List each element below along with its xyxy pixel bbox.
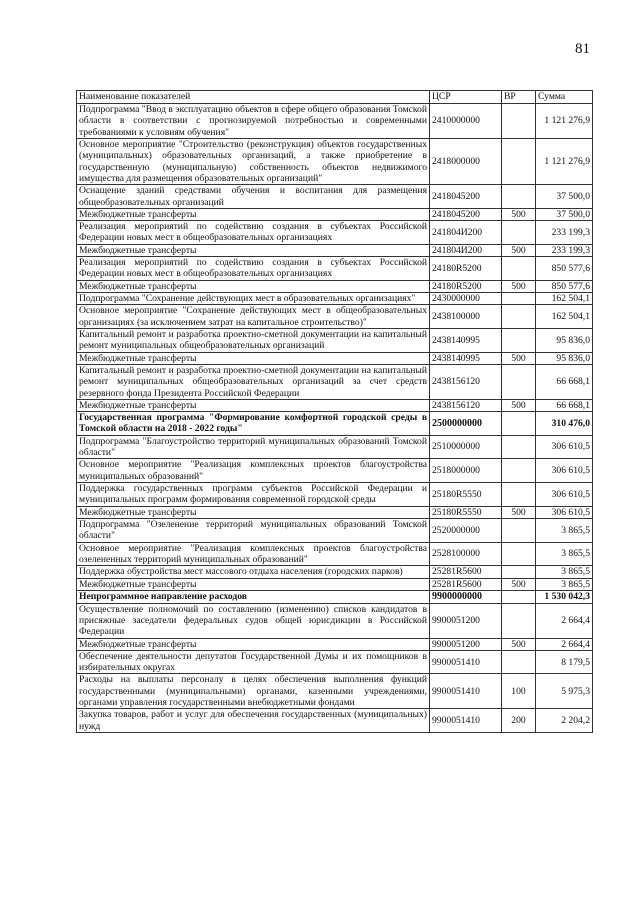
row-code: 25281R5600 bbox=[430, 566, 502, 578]
row-vr bbox=[502, 603, 536, 638]
row-sum: 3 865,5 bbox=[536, 578, 593, 590]
row-sum: 233 199,3 bbox=[536, 244, 593, 256]
row-sum: 2 664,4 bbox=[536, 638, 593, 650]
page-number: 81 bbox=[575, 41, 590, 57]
table-row bbox=[77, 328, 593, 352]
row-code: 24180R5200 bbox=[430, 280, 502, 292]
row-name: Оснащение зданий средствами обучения и воспитания для размещения общеобразовательных организаций bbox=[77, 185, 430, 209]
row-sum: 66 668,1 bbox=[536, 364, 593, 399]
row-code: 9900051200 bbox=[430, 603, 502, 638]
row-code: 25180R5550 bbox=[430, 506, 502, 518]
row-sum: 37 500,0 bbox=[536, 208, 593, 220]
row-name: Поддержка государственных программ субъектов Российской Федерации и муниципальных программ формирования современной городской среды bbox=[77, 483, 430, 507]
table-row bbox=[77, 542, 593, 566]
row-vr: 500 bbox=[502, 578, 536, 590]
row-code: 2518000000 bbox=[430, 459, 502, 483]
row-name: Основное мероприятие "Реализация комплексных проектов благоустройства озелененных территорий муниципальных образований" bbox=[77, 542, 430, 566]
row-name: Реализация мероприятий по содействию создания в субъектах Российской Федерации новых мест в общеобразовательных организациях bbox=[77, 221, 430, 245]
row-vr bbox=[502, 435, 536, 459]
row-vr bbox=[502, 185, 536, 209]
row-name: Межбюджетные трансферты bbox=[77, 638, 430, 650]
row-name: Межбюджетные трансферты bbox=[77, 352, 430, 364]
header-sum: Сумма bbox=[536, 91, 593, 104]
row-vr: 500 bbox=[502, 244, 536, 256]
row-sum: 3 865,5 bbox=[536, 542, 593, 566]
table-row bbox=[77, 603, 593, 638]
table-row bbox=[77, 221, 593, 245]
table-row bbox=[77, 506, 593, 518]
row-vr bbox=[502, 221, 536, 245]
row-name: Подпрограмма "Озеленение территорий муниципальных образований Томской области" bbox=[77, 518, 430, 542]
row-vr bbox=[502, 138, 536, 184]
row-code: 2500000000 bbox=[430, 412, 502, 436]
row-code: 2418045200 bbox=[430, 208, 502, 220]
row-sum: 1 121 276,9 bbox=[536, 104, 593, 139]
row-vr: 500 bbox=[502, 352, 536, 364]
row-sum: 3 865,5 bbox=[536, 518, 593, 542]
table-row bbox=[77, 674, 593, 709]
row-vr: 500 bbox=[502, 280, 536, 292]
row-sum: 233 199,3 bbox=[536, 221, 593, 245]
row-name: Подпрограмма "Сохранение действующих мест в образовательных организациях" bbox=[77, 293, 430, 305]
row-code: 2520000000 bbox=[430, 518, 502, 542]
row-code: 2528100000 bbox=[430, 542, 502, 566]
table-row bbox=[77, 518, 593, 542]
row-code: 25281R5600 bbox=[430, 578, 502, 590]
header-name: Наименование показателей bbox=[77, 91, 430, 104]
row-code: 24180R5200 bbox=[430, 257, 502, 281]
table-row bbox=[77, 257, 593, 281]
row-name: Подпрограмма "Ввод в эксплуатацию объектов в сфере общего образования Томской области в соответствии с прогнозируемой потребностью и современными требованиями к условиям обучения" bbox=[77, 104, 430, 139]
row-code: 2438100000 bbox=[430, 305, 502, 329]
row-name: Межбюджетные трансферты bbox=[77, 244, 430, 256]
row-name: Межбюджетные трансферты bbox=[77, 280, 430, 292]
row-code: 9900051410 bbox=[430, 650, 502, 674]
table-row bbox=[77, 185, 593, 209]
table-row bbox=[77, 412, 593, 436]
table-row bbox=[77, 352, 593, 364]
row-vr: 200 bbox=[502, 709, 536, 733]
row-sum: 66 668,1 bbox=[536, 399, 593, 411]
row-name: Капитальный ремонт и разработка проектно-сметной документации на капитальный ремонт муниципальных общеобразовательных организаций за счет средств резервного фонда Президента Российской Федерации bbox=[77, 364, 430, 399]
row-sum: 310 476,0 bbox=[536, 412, 593, 436]
row-vr bbox=[502, 483, 536, 507]
row-name: Поддержка обустройства мест массового отдыха населения (городских парков) bbox=[77, 566, 430, 578]
row-sum: 162 504,1 bbox=[536, 293, 593, 305]
row-vr: 500 bbox=[502, 638, 536, 650]
row-name: Государственная программа "Формирование комфортной городской среды в Томской области на 2018 - 2022 годы" bbox=[77, 412, 430, 436]
row-vr bbox=[502, 590, 536, 603]
row-sum: 306 610,5 bbox=[536, 483, 593, 507]
table-row bbox=[77, 364, 593, 399]
table-row bbox=[77, 305, 593, 329]
row-code: 2430000000 bbox=[430, 293, 502, 305]
row-sum: 850 577,6 bbox=[536, 280, 593, 292]
row-sum: 306 610,5 bbox=[536, 435, 593, 459]
row-vr bbox=[502, 364, 536, 399]
row-name: Основное мероприятие "Строительство (реконструкция) объектов государственных (муниципальных) образовательных организаций, а также приобретение в государственную (муниципальную) собственность объектов недвижимого имущества для размещения образовательных организаций" bbox=[77, 138, 430, 184]
table-row bbox=[77, 293, 593, 305]
header-code: ЦСР bbox=[430, 91, 502, 104]
row-code: 25180R5550 bbox=[430, 483, 502, 507]
row-code: 2418000000 bbox=[430, 138, 502, 184]
table-row bbox=[77, 280, 593, 292]
row-sum: 1 121 276,9 bbox=[536, 138, 593, 184]
table-row bbox=[77, 208, 593, 220]
row-vr: 500 bbox=[502, 208, 536, 220]
row-code: 9900051410 bbox=[430, 674, 502, 709]
table-header-row bbox=[77, 91, 593, 104]
row-code: 2438140995 bbox=[430, 352, 502, 364]
row-sum: 850 577,6 bbox=[536, 257, 593, 281]
row-name: Обеспечение деятельности депутатов Государственной Думы и их помощников в избирательных округах bbox=[77, 650, 430, 674]
row-sum: 95 836,0 bbox=[536, 352, 593, 364]
table-row bbox=[77, 244, 593, 256]
row-name: Расходы на выплаты персоналу в целях обеспечения выполнения функций государственными (муниципальными) органами, казенными учреждениями, органами управления государственными внебюджетными фондами bbox=[77, 674, 430, 709]
row-sum: 1 530 042,3 bbox=[536, 590, 593, 603]
row-name: Межбюджетные трансферты bbox=[77, 208, 430, 220]
row-code: 9900051410 bbox=[430, 709, 502, 733]
row-code: 2510000000 bbox=[430, 435, 502, 459]
header-vr: ВР bbox=[502, 91, 536, 104]
row-vr: 500 bbox=[502, 506, 536, 518]
row-code: 2438140995 bbox=[430, 328, 502, 352]
row-sum: 2 664,4 bbox=[536, 603, 593, 638]
row-vr bbox=[502, 412, 536, 436]
row-name: Межбюджетные трансферты bbox=[77, 399, 430, 411]
row-code: 241804И200 bbox=[430, 244, 502, 256]
table-row bbox=[77, 138, 593, 184]
row-vr bbox=[502, 459, 536, 483]
row-vr bbox=[502, 518, 536, 542]
row-name: Осуществление полномочий по составлению (изменению) списков кандидатов в присяжные заседатели федеральных судов общей юрисдикции в Российской Федерации bbox=[77, 603, 430, 638]
table-row bbox=[77, 590, 593, 603]
row-vr: 500 bbox=[502, 399, 536, 411]
table-row bbox=[77, 578, 593, 590]
row-code: 2418045200 bbox=[430, 185, 502, 209]
row-sum: 306 610,5 bbox=[536, 506, 593, 518]
row-name: Межбюджетные трансферты bbox=[77, 506, 430, 518]
row-code: 2438156120 bbox=[430, 364, 502, 399]
row-code: 241804И200 bbox=[430, 221, 502, 245]
row-code: 2410000000 bbox=[430, 104, 502, 139]
table-row bbox=[77, 650, 593, 674]
row-code: 2438156120 bbox=[430, 399, 502, 411]
row-vr bbox=[502, 566, 536, 578]
row-vr bbox=[502, 305, 536, 329]
row-sum: 5 975,3 bbox=[536, 674, 593, 709]
row-sum: 3 865,5 bbox=[536, 566, 593, 578]
row-name: Подпрограмма "Благоустройство территорий муниципальных образований Томской области" bbox=[77, 435, 430, 459]
row-sum: 306 610,5 bbox=[536, 459, 593, 483]
table-row bbox=[77, 709, 593, 733]
row-code: 9900051200 bbox=[430, 638, 502, 650]
row-sum: 8 179,5 bbox=[536, 650, 593, 674]
row-vr bbox=[502, 257, 536, 281]
row-name: Закупка товаров, работ и услуг для обеспечения государственных (муниципальных) нужд bbox=[77, 709, 430, 733]
row-name: Капитальный ремонт и разработка проектно-сметной документации на капитальный ремонт муниципальных общеобразовательных организаций bbox=[77, 328, 430, 352]
row-vr bbox=[502, 293, 536, 305]
row-name: Реализация мероприятий по содействию создания в субъектах Российской Федерации новых мест в общеобразовательных организациях bbox=[77, 257, 430, 281]
row-vr bbox=[502, 650, 536, 674]
row-vr bbox=[502, 328, 536, 352]
row-vr bbox=[502, 542, 536, 566]
row-name: Основное мероприятие "Сохранение действующих мест в общеобразовательных организациях (за исключением затрат на капитальное строительство)" bbox=[77, 305, 430, 329]
table-row bbox=[77, 483, 593, 507]
row-vr bbox=[502, 104, 536, 139]
table-row bbox=[77, 459, 593, 483]
row-vr: 100 bbox=[502, 674, 536, 709]
row-name: Межбюджетные трансферты bbox=[77, 578, 430, 590]
table-row bbox=[77, 566, 593, 578]
row-sum: 2 204,2 bbox=[536, 709, 593, 733]
row-name: Непрограммное направление расходов bbox=[77, 590, 430, 603]
row-sum: 37 500,0 bbox=[536, 185, 593, 209]
table-row bbox=[77, 399, 593, 411]
table-row bbox=[77, 638, 593, 650]
row-code: 9900000000 bbox=[430, 590, 502, 603]
row-sum: 95 836,0 bbox=[536, 328, 593, 352]
table-row bbox=[77, 435, 593, 459]
row-sum: 162 504,1 bbox=[536, 305, 593, 329]
table-row bbox=[77, 104, 593, 139]
budget-table bbox=[76, 90, 593, 733]
row-name: Основное мероприятие "Реализация комплексных проектов благоустройства муниципальных образований" bbox=[77, 459, 430, 483]
